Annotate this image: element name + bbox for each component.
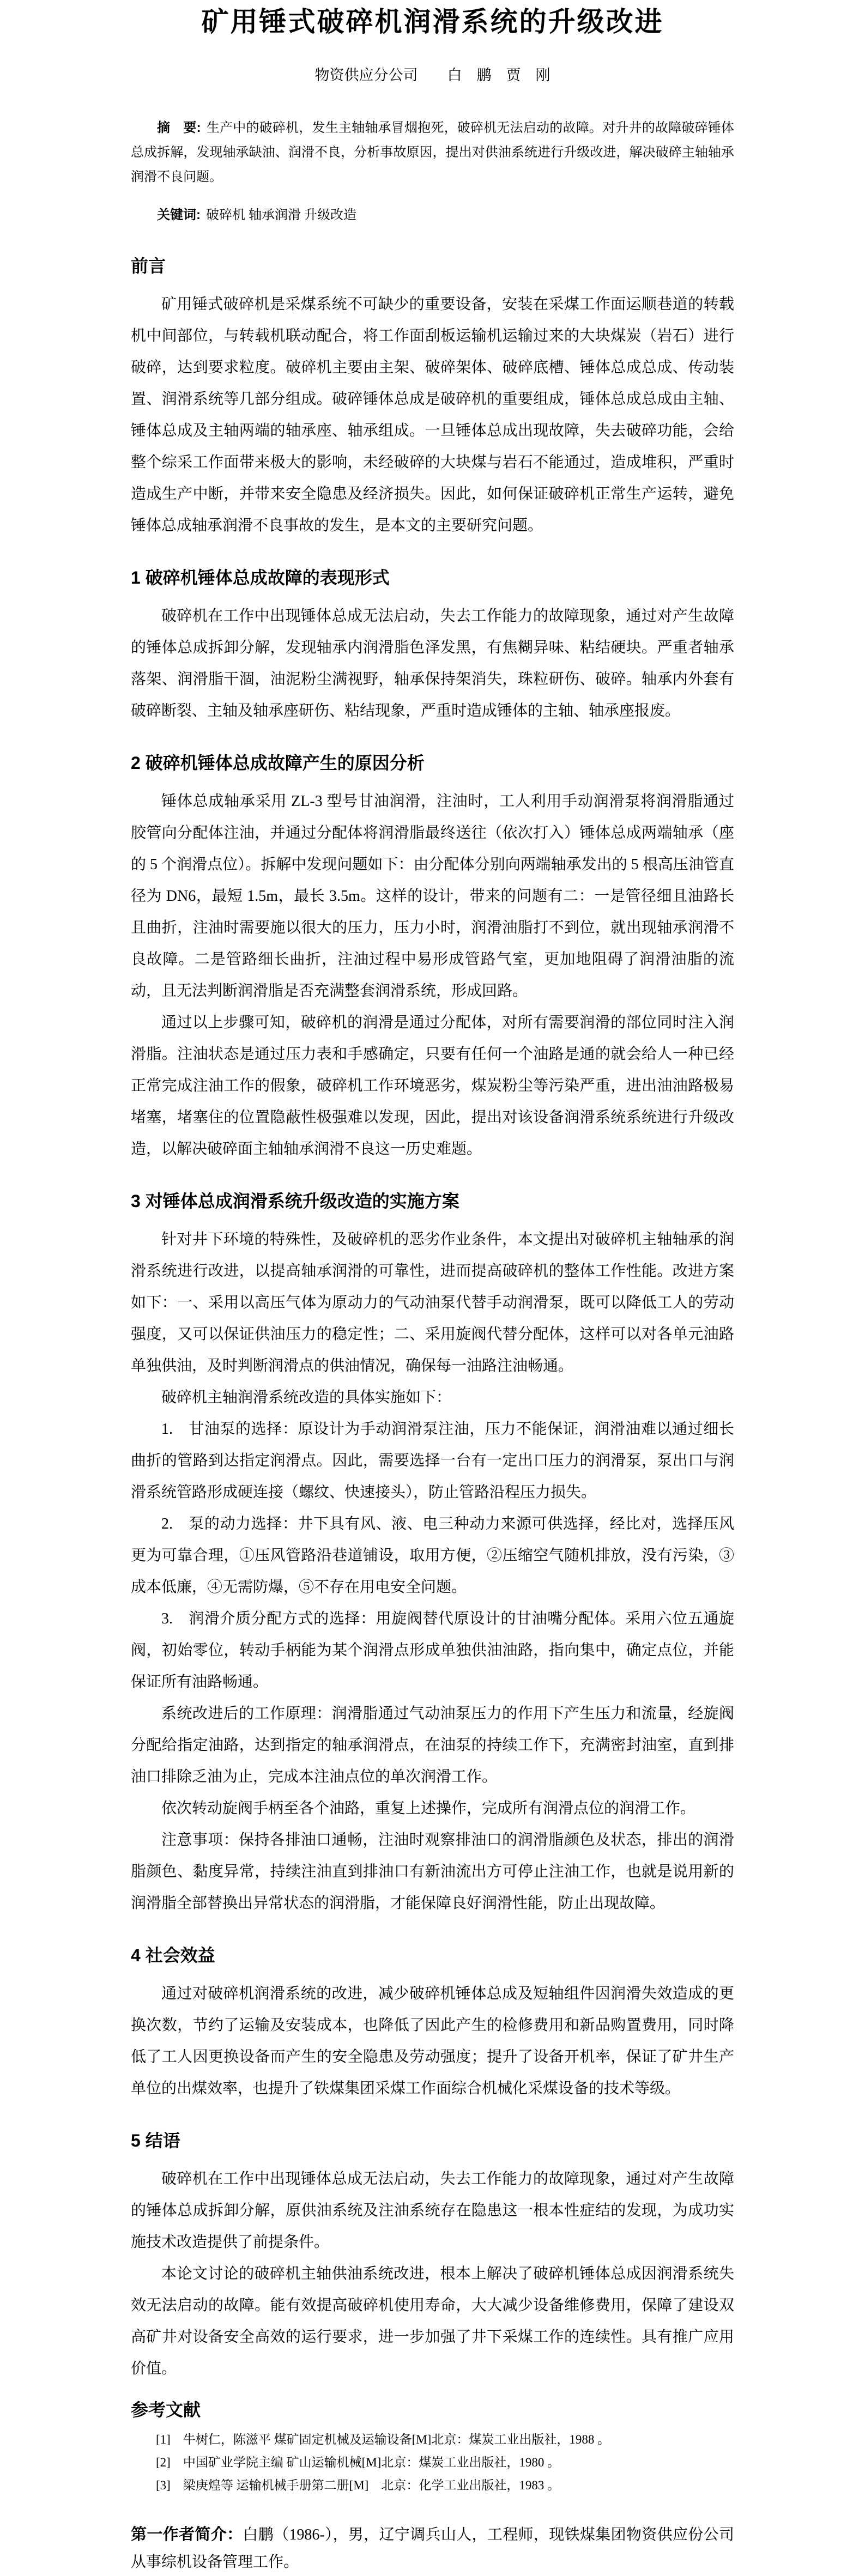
section-heading-1: 1 破碎机锤体总成故障的表现形式: [131, 568, 390, 587]
paragraph: 通过以上步骤可知，破碎机的润滑是通过分配体，对所有需要润滑的部位同时注入润滑脂。注油状态是通过压力表和手感确定，只要有任何一个油路是通的就会给人一种已经正常完成注油工作的假象，破碎机工作环境恶劣，煤炭粉尘等污染严重，进出油油路极易堵塞，堵塞住的位置隐蔽性极强难以发现，因此，提出对该设备润滑系统系统进行升级改造，以解决破碎面主轴轴承润滑不良这一历史难题。: [131, 1014, 734, 1157]
author-bio-label: 第一作者简介：: [131, 2526, 243, 2543]
section-heading-5: 5 结语: [131, 2131, 180, 2150]
paragraph: 针对井下环境的特殊性，及破碎机的恶劣作业条件，本文提出对破碎机主轴轴承的润滑系统进行改进，以提高轴承润滑的可靠性，进而提高破碎机的整体工作性能。改进方案如下：一、采用以高压气体为原动力的气动油泵代替手动润滑泵，既可以降低工人的劳动强度，又可以保证供油压力的稳定性；二、采用旋阀代替分配体，这样可以对各单元油路单独供油，及时判断润滑点的供油情况，确保每一油路注油畅通。: [131, 1231, 734, 1374]
list-item-paragraph: 2. 泵的动力选择：井下具有风、液、电三种动力来源可供选择，经比对，选择压风更为可靠合理，①压风管路沿巷道铺设，取用方便，②压缩空气随机排放，没有污染，③成本低廉，④无需防爆，⑤不存在用电安全问题。: [131, 1516, 734, 1596]
references: [131, 2399, 734, 2497]
paragraph: 破碎机在工作中出现锤体总成无法启动，失去工作能力的故障现象，通过对产生故障的锤体总成拆卸分解，发现轴承内润滑脂色泽发黑，有焦糊异味、粘结硬块。严重者轴承落架、润滑脂干涸，油泥粉尘满视野，轴承保持架消失，珠粒研伤、破碎。轴承内外套有破碎断裂、主轴及轴承座研伤、粘结现象，严重时造成锤体的主轴、轴承座报废。: [131, 608, 734, 719]
author-bio: [131, 2521, 734, 2576]
abstract: [131, 116, 734, 190]
abstract-text: 生产中的破碎机，发生主轴轴承冒烟抱死，破碎机无法启动的故障。对升井的故障破碎锤体总成拆解，发现轴承缺油、润滑不良，分析事故原因，提出对供油系统进行升级改进，解决破碎主轴轴承润滑不良问题。: [131, 121, 734, 184]
keywords-label: 关键词:: [157, 208, 201, 222]
section-heading-4: 4 社会效益: [131, 1945, 215, 1965]
paragraph: 锤体总成轴承采用 ZL-3 型号甘油润滑，注油时，工人利用手动润滑泵将润滑脂通过胶管向分配体注油，并通过分配体将润滑脂最终送往（依次打入）锤体总成两端轴承（座的 5 个润滑点位）。拆解中发现问题如下：由分配体分别向两端轴承发出的 5 根高压油管直径为 DN6，最短 1.5m，最长 3.5m。这样的设计，带来的问题有二：一是管径细且油路长且曲折，注油时需要施以很大的压力，压力小时，润滑油脂打不到位，就出现轴承润滑不良故障。二是管路细长曲折，注油过程中易形成管路气室，更加地阻碍了润滑油脂的流动，且无法判断润滑脂是否充满整套润滑系统，形成回路。: [131, 793, 734, 999]
paragraph: 系统改进后的工作原理：润滑脂通过气动油泵压力的作用下产生压力和流量，经旋阀分配给指定油路，达到指定的轴承润滑点，在油泵的持续工作下，充满密封油室，直到排油口排除乏油为止，完成本注油点位的单次润滑工作。: [131, 1705, 734, 1785]
list-item-paragraph: 1. 甘油泵的选择：原设计为手动润滑泵注油，压力不能保证，润滑油难以通过细长曲折的管路到达指定润滑点。因此，需要选择一台有一定出口压力的润滑泵，泵出口与润滑系统管路形成硬连接（螺纹、快速接头），防止管路沿程压力损失。: [131, 1421, 734, 1501]
paragraph: 注意事项：保持各排油口通畅，注油时观察排油口的润滑脂颜色及状态，排出的润滑脂颜色、黏度异常，持续注油直到排油口有新油流出方可停止注油工作，也就是说用新的润滑脂全部替换出异常状态的润滑脂，才能保障良好润滑性能，防止出现故障。: [131, 1832, 734, 1912]
reference-item: [2] 中国矿业学院主编 矿山运输机械[M]北京：煤炭工业出版社，1980 。: [156, 2456, 560, 2469]
paragraph: 依次转动旋阀手柄至各个油路，重复上述操作，完成所有润滑点位的润滑工作。: [161, 1800, 696, 1817]
references-heading: 参考文献: [131, 2400, 201, 2420]
paragraph: 破碎机在工作中出现锤体总成无法启动，失去工作能力的故障现象，通过对产生故障的锤体总成拆卸分解，原供油系统及注油系统存在隐患这一根本性症结的发现，为成功实施技术改造提供了前提条件。: [131, 2171, 734, 2251]
paragraph: 通过对破碎机润滑系统的改进，减少破碎机锤体总成及短轴组件因润滑失效造成的更换次数，节约了运输及安装成本，也降低了因此产生的检修费用和新品购置费用，同时降低了工人因更换设备而产生的安全隐患及劳动强度；提升了设备开机率，保证了矿井生产单位的出煤效率，也提升了铁煤集团采煤工作面综合机械化采煤设备的技术等级。: [131, 1985, 734, 2097]
section-heading-3: 3 对锤体总成润滑系统升级改造的实施方案: [131, 1191, 459, 1211]
keywords-text: 破碎机 轴承润滑 升级改造: [206, 208, 356, 222]
byline: 物资供应分公司 白 鹏 贾 刚: [314, 67, 551, 83]
keywords: [131, 203, 734, 228]
abstract-label: 摘 要:: [157, 120, 201, 135]
reference-item: [1] 牛树仁，陈滋平 煤矿固定机械及运输设备[M]北京：煤炭工业出版社，1988 。: [156, 2433, 610, 2446]
paragraph: 破碎机主轴润滑系统改造的具体实施如下：: [161, 1389, 452, 1406]
page-title: 矿用锤式破碎机润滑系统的升级改进: [201, 7, 664, 37]
paragraph: 矿用锤式破碎机是采煤系统不可缺少的重要设备，安装在采煤工作面运顺巷道的转载机中间部位，与转载机联动配合，将工作面刮板运输机运输过来的大块煤炭（岩石）进行破碎，达到要求粒度。破碎机主要由主架、破碎架体、破碎底槽、锤体总成总成、传动装置、润滑系统等几部分组成。破碎锤体总成是破碎机的重要组成，锤体总成总成由主轴、锤体总成及主轴两端的轴承座、轴承组成。一旦锤体总成出现故障，失去破碎功能，会给整个综采工作面带来极大的影响，未经破碎的大块煤与岩石不能通过，造成堆积，严重时造成生产中断，并带来安全隐患及经济损失。因此，如何保证破碎机正常生产运转，避免锤体总成轴承润滑不良事故的发生，是本文的主要研究问题。: [131, 296, 734, 534]
reference-item: [3] 梁庚煌等 运输机械手册第二册[M] 北京：化学工业出版社，1983 。: [156, 2478, 560, 2492]
paragraph: 本论文讨论的破碎机主轴供油系统改进，根本上解决了破碎机锤体总成因润滑系统失效无法启动的故障。能有效提高破碎机使用寿命，大大减少设备维修费用，保障了建设双高矿井对设备安全高效的运行要求，进一步加强了井下采煤工作的连续性。具有推广应用价值。: [131, 2265, 734, 2377]
author-bio-text: 白鹏（1986-），男，辽宁调兵山人，工程师，现铁煤集团物资供应份公司从事综机设备管理工作。: [131, 2526, 734, 2571]
list-item-paragraph: 3. 润滑介质分配方式的选择：用旋阀替代原设计的甘油嘴分配体。采用六位五通旋阀，初始零位，转动手柄能为某个润滑点形成单独供油油路，指向集中，确定点位，并能保证所有油路畅通。: [131, 1610, 734, 1690]
section-heading-2: 2 破碎机锤体总成故障产生的原因分析: [131, 753, 425, 773]
section-heading-preface: 前言: [131, 256, 166, 276]
